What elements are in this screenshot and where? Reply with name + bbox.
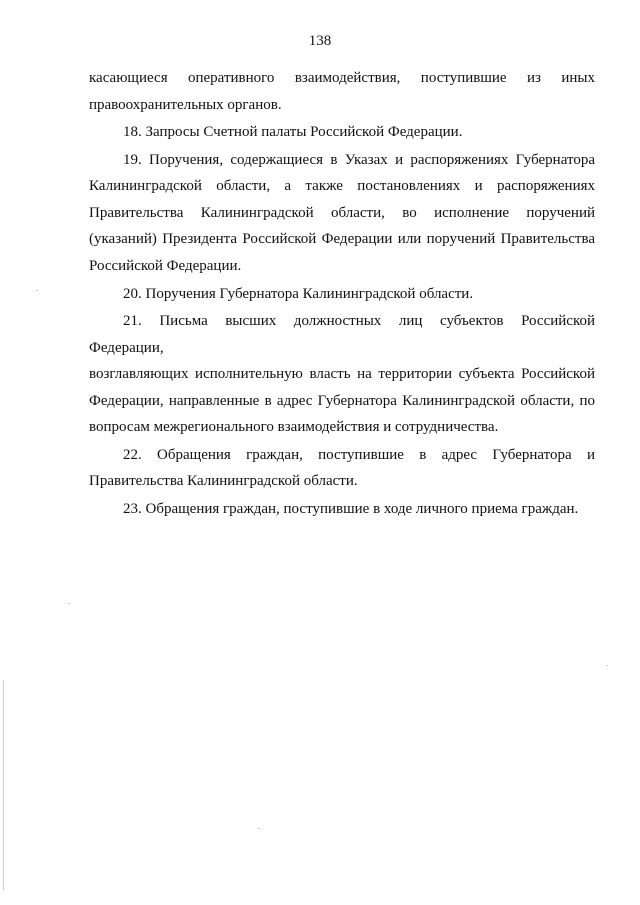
page-number: 138 (308, 33, 332, 49)
text-line: 19. Поручения, содержащиеся в Указах и распоряжениях Губернатора (123, 151, 595, 168)
text-line: Правительства Калининградской области. (89, 473, 358, 490)
text-line: 23. Обращения граждан, поступившие в ходе личного приема граждан. (123, 501, 579, 518)
text-line: 18. Запросы Счетной палаты Российской Федерации. (123, 124, 463, 141)
text-line: вопросам межрегионального взаимодействия и сотрудничества. (89, 419, 499, 436)
scan-artifact (606, 665, 608, 666)
scan-artifact (36, 290, 38, 291)
scan-artifact (3, 680, 4, 890)
text-line: 20. Поручения Губернатора Калининградской области. (123, 285, 474, 302)
text-line: 21. Письма высших должностных лиц субъектов Российской (123, 313, 595, 330)
text-line: Федерации, (89, 339, 164, 356)
document-body (89, 65, 595, 524)
paragraph-item-18 (89, 119, 595, 146)
scan-artifact (68, 603, 70, 604)
paragraph-continuation (89, 65, 595, 118)
paragraph-item-21 (89, 308, 595, 441)
paragraph-item-20 (89, 281, 595, 308)
text-line: Российской Федерации. (89, 257, 242, 274)
scan-artifact (258, 828, 260, 829)
paragraph-item-22 (89, 442, 595, 495)
text-line: возглавляющих исполнительную власть на территории субъекта Российской (89, 366, 595, 383)
text-line: правоохранительных органов. (89, 96, 282, 113)
text-line: Калининградской области, а также постановлениях и распоряжениях (89, 178, 595, 195)
text-line: 22. Обращения граждан, поступившие в адрес Губернатора и (123, 446, 595, 463)
paragraph-item-19 (89, 147, 595, 280)
text-line: Правительства Калининградской области, во исполнение поручений (89, 204, 595, 221)
text-line: Федерации, направленные в адрес Губернатора Калининградской области, по (89, 392, 595, 409)
paragraph-item-23 (89, 496, 595, 523)
text-line: касающиеся оперативного взаимодействия, поступившие из иных (89, 70, 595, 86)
text-line: (указаний) Президента Российской Федерации или поручений Правительства (89, 231, 595, 248)
